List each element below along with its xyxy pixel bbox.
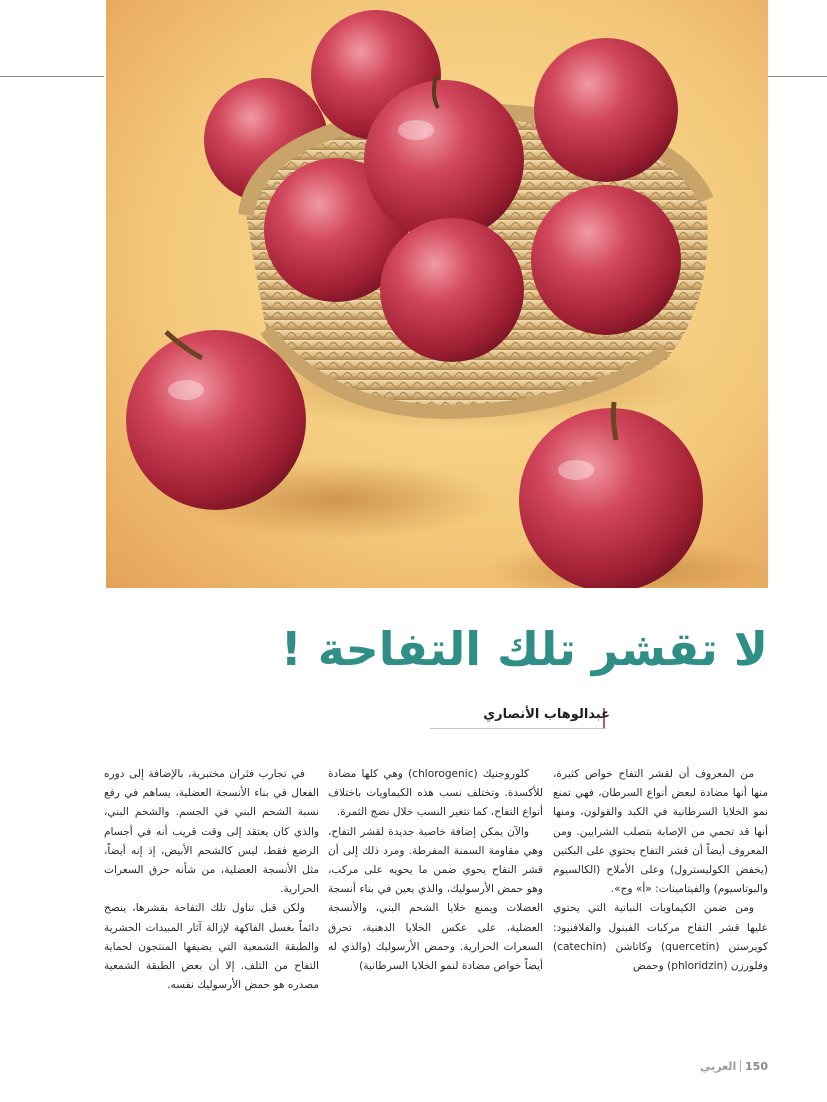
article-column-1	[553, 765, 768, 1050]
paragraph: ولكن قبل تناول تلك التفاحة بقشرها، ينصح دائماً بغسل الفاكهة لإزالة آثار المبيدات الحشرية والطبقة الشمعية التي يضيفها المنتجون لحماية التفاح من التلف. إلا أن بعض الطبقة الشمعية مصدره هو حمض الأرسوليك نفسه.	[104, 902, 319, 992]
paragraph: ومن ضمن الكيماويات النباتية التي يحتوي عليها قشر التفاح مركبات الفينول والفلافنيود: كويرستن (quercetin) وكاتاشن (catechin) وفلورزن (phloridzin) وحمض	[553, 902, 768, 973]
apples-illustration	[106, 0, 768, 588]
paragraph: من المعروف أن لقشر التفاح خواص كثيرة، منها أنها مضادة لبعض أنواع السرطان، فهي تمنع نمو الخلايا السرطانية في الكبد والقولون، ومنها أنها قد تحمي من الإصابة بتصلب الشرايين. ومن المعروف أيضاً أن قشر التفاح يحتوي على البكتين (يخفض الكوليسترول) وعلى الأملاح (الكالسيوم والبوتاسيوم) والفيتامينات: «أ» وج».	[553, 768, 768, 896]
paragraph: والآن يمكن إضافة خاصية جديدة لقشر التفاح، وهي مقاومة السمنة المفرطة. ومرد ذلك إلى أن قشر التفاح يحوي ضمن ما يحويه على مركب، وهو حمض الأرسوليك، والذي يعين في بناء أنسجة العضلات ويمنع خلايا الشحم البني، والأنسجة العضلية، على عكس الخلايا الدهنية، تحرق السعرات الحرارية. وحمض الأرسوليك (والذي له أيضاً خواص مضادة لنمو الخلايا السرطانية)	[328, 825, 543, 973]
author-byline: عبدالوهاب الأنصاري	[483, 707, 610, 722]
footer-separator	[740, 1060, 741, 1072]
top-rule-right	[768, 76, 827, 77]
page-footer	[700, 1056, 768, 1076]
article-column-2	[328, 765, 543, 1050]
paragraph: في تجارب فئران مختبرية، بالإضافة إلى دوره الفعال في بناء الأنسجة العضلية، يساهم في رفع نسبة الشحم البني في الجسم. والشحم البني، والذي كان يعتقد إلى وقت قريب أنه في أجسام الرضع فقط، ليس كالشحم الأبيض، إذ إنه أيضاً، مثل الأنسجة العضلية، من شأنه حرق السعرات الحرارية.	[104, 768, 319, 896]
article-title: لا تقشر تلك التفاحة !	[280, 622, 768, 676]
paragraph: كلوروجنيك (chlorogenic) وهي كلها مضادة للأكسدة. وتختلف نسب هذه الكيماويات باختلاف أنواع التفاح، كما تتغير النسب خلال نضج الثمرة.	[328, 768, 543, 819]
top-rule-left	[0, 76, 104, 77]
byline-divider	[430, 728, 606, 729]
page-number: 150	[745, 1059, 768, 1073]
magazine-name: العربي	[700, 1059, 737, 1073]
article-column-3	[104, 765, 319, 1050]
